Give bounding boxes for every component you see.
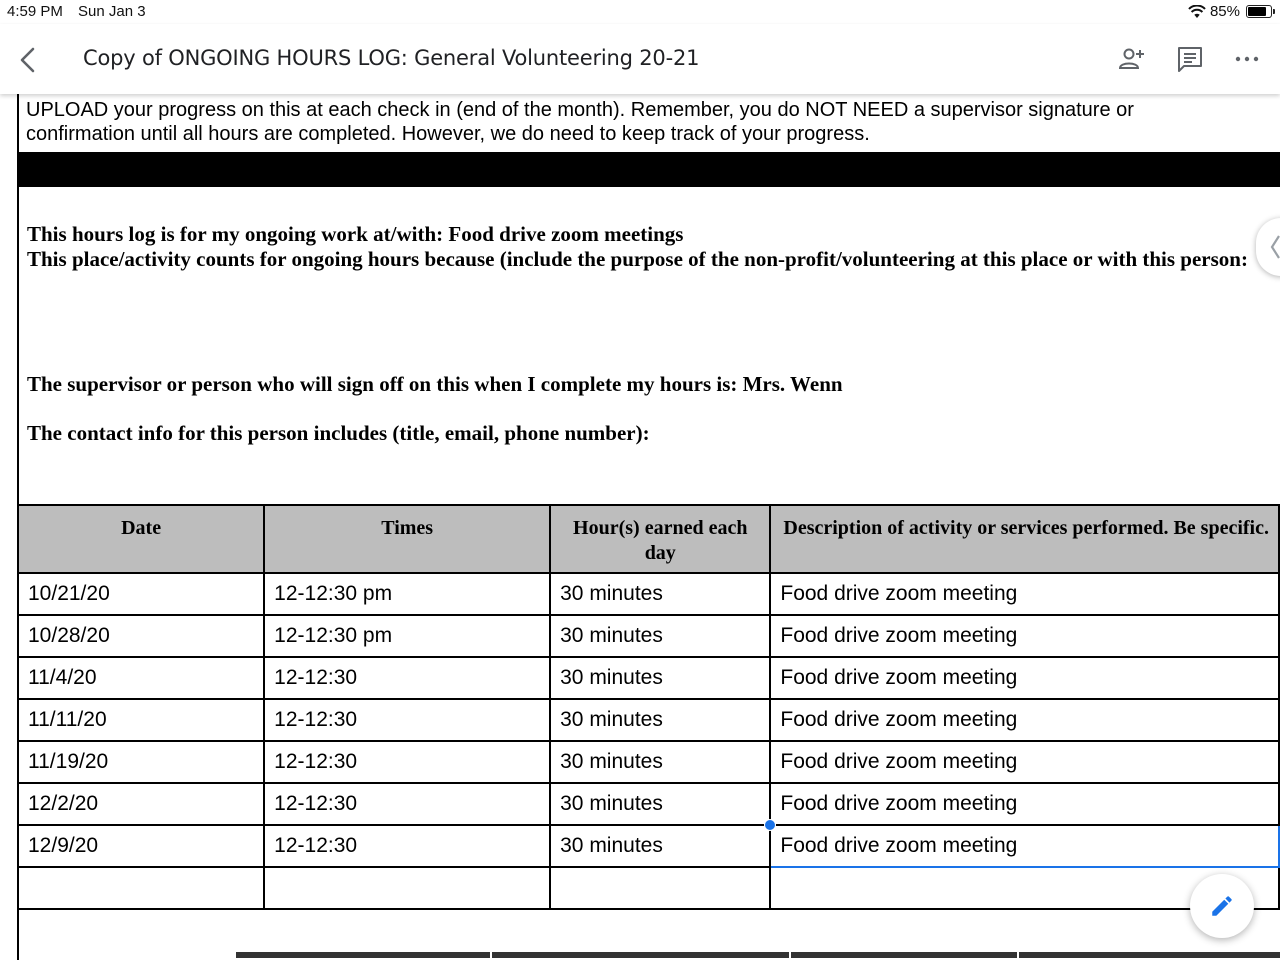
cell-times[interactable]: 12-12:30 <box>264 825 550 867</box>
cell-hours[interactable]: 30 minutes <box>550 699 770 741</box>
cell-description[interactable]: Food drive zoom meeting <box>770 783 1279 825</box>
supervisor-line: The supervisor or person who will sign off on this when I complete my hours is: Mrs. Wenn <box>27 372 843 396</box>
cell-date[interactable]: 11/4/20 <box>18 657 264 699</box>
cell-times[interactable]: 12-12:30 <box>264 741 550 783</box>
table-row <box>18 783 1279 825</box>
selection-handle[interactable] <box>764 819 776 831</box>
battery-percent: 85% <box>1209 3 1240 20</box>
cell-times[interactable]: 12-12:30 pm <box>264 573 550 615</box>
black-divider-bar <box>17 153 1280 187</box>
header-times: Times <box>264 505 550 573</box>
next-table-top-border <box>236 952 1280 958</box>
counts-because-line: This place/activity counts for ongoing hours because (include the purpose of the non-profit/volunteering at this place or with this person: <box>27 247 1248 271</box>
cell-times[interactable]: 12-12:30 pm <box>264 615 550 657</box>
ongoing-work-line: This hours log is for my ongoing work at/with: Food drive zoom meetings <box>27 222 684 246</box>
cell-date[interactable]: 10/28/20 <box>18 615 264 657</box>
cell-hours[interactable] <box>550 867 770 909</box>
cell-hours[interactable]: 30 minutes <box>550 825 770 867</box>
app-bar <box>0 24 1280 94</box>
cell-times[interactable]: 12-12:30 <box>264 699 550 741</box>
edit-fab-button[interactable] <box>1190 874 1254 938</box>
cell-date[interactable] <box>18 867 264 909</box>
cell-description[interactable]: Food drive zoom meeting <box>770 699 1279 741</box>
cell-description[interactable]: Food drive zoom meeting <box>770 741 1279 783</box>
status-time: 4:59 PM <box>7 3 63 20</box>
cell-hours[interactable]: 30 minutes <box>550 615 770 657</box>
intro-paragraph: UPLOAD your progress on this at each check in (end of the month). Remember, you do NOT NEED a supervisor signature or confirmation until all hours are completed. However, we do need to keep track of your progress. <box>26 99 1134 145</box>
cell-description[interactable]: Food drive zoom meeting <box>770 573 1279 615</box>
cell-date[interactable]: 12/2/20 <box>18 783 264 825</box>
cell-date[interactable]: 10/21/20 <box>18 573 264 615</box>
hours-log-table <box>17 504 1280 910</box>
edit-pencil-icon <box>1209 893 1235 919</box>
table-row <box>18 741 1279 783</box>
table-header-row <box>18 505 1279 573</box>
table-row <box>18 573 1279 615</box>
header-hours: Hour(s) earned each day <box>550 505 770 573</box>
header-description: Description of activity or services performed. Be specific. <box>770 505 1279 573</box>
document-canvas[interactable] <box>0 94 1280 960</box>
status-bar <box>0 0 1280 24</box>
back-arrow-icon[interactable] <box>12 44 44 76</box>
cell-date[interactable]: 11/19/20 <box>18 741 264 783</box>
document-title: Copy of ONGOING HOURS LOG: General Volunteering 20-21 <box>83 46 700 70</box>
table-row <box>18 657 1279 699</box>
chevron-left-icon <box>1266 232 1280 262</box>
add-person-icon[interactable] <box>1117 44 1147 74</box>
cell-times[interactable] <box>264 867 550 909</box>
cell-description[interactable]: Food drive zoom meeting <box>770 825 1279 867</box>
battery-icon <box>1246 5 1272 18</box>
more-icon[interactable] <box>1232 44 1262 74</box>
cell-date[interactable]: 12/9/20 <box>18 825 264 867</box>
comment-icon[interactable] <box>1175 44 1205 74</box>
wifi-icon <box>1188 5 1206 19</box>
cell-description[interactable]: Food drive zoom meeting <box>770 615 1279 657</box>
status-indicators <box>1188 3 1272 20</box>
cell-date[interactable]: 11/11/20 <box>18 699 264 741</box>
contact-info-line: The contact info for this person includes (title, email, phone number): <box>27 421 650 445</box>
table-row <box>18 699 1279 741</box>
cell-hours[interactable]: 30 minutes <box>550 573 770 615</box>
cell-times[interactable]: 12-12:30 <box>264 783 550 825</box>
table-row <box>18 615 1279 657</box>
cell-hours[interactable]: 30 minutes <box>550 783 770 825</box>
table-row <box>18 825 1279 867</box>
status-date: Sun Jan 3 <box>78 3 146 20</box>
cell-hours[interactable]: 30 minutes <box>550 741 770 783</box>
cell-hours[interactable]: 30 minutes <box>550 657 770 699</box>
table-row <box>18 867 1279 909</box>
cell-description[interactable]: Food drive zoom meeting <box>770 657 1279 699</box>
cell-times[interactable]: 12-12:30 <box>264 657 550 699</box>
header-date: Date <box>18 505 264 573</box>
